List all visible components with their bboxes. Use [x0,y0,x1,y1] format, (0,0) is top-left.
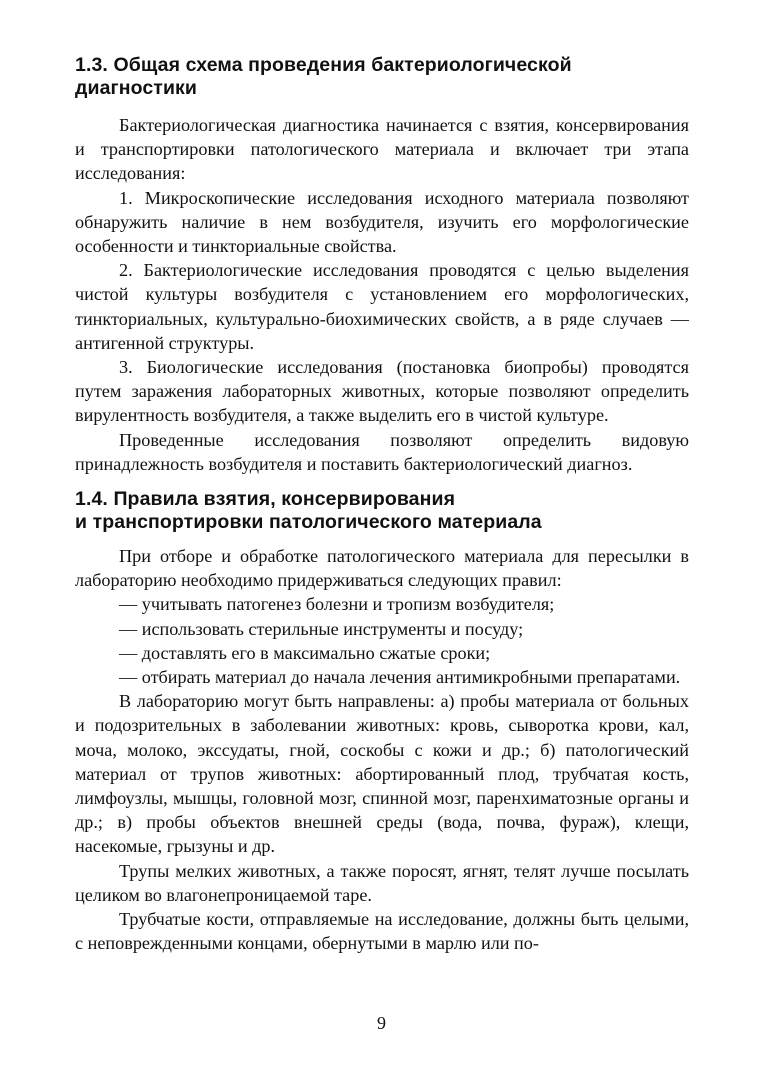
paragraph: Проведенные исследования позволяют определить видовую принадлежность возбудителя и поставить бактериологический диагноз. [75,429,689,474]
list-item: — доставлять его в максимально сжатые сроки; [119,642,491,663]
heading-line: и транспортировки патологического материала [75,511,542,534]
section-heading-1-4 [75,488,689,534]
heading-line: диагностики [75,77,197,99]
list-item: — использовать стерильные инструменты и посуду; [119,618,524,639]
heading-line: 1.4. Правила взятия, консервирования [75,488,456,511]
page-number: 9 [377,1013,386,1033]
section-heading-1-3 [75,54,689,100]
document-page [75,54,689,956]
paragraph: Бактериологическая диагностика начинается с взятия, консервирования и транспортировки патологического материала и включает три этапа исследования: [75,115,689,184]
list-item: — отбирать материал до начала лечения антимикробными препаратами. [119,667,681,688]
paragraph: Трубчатые кости, отправляемые на исследование, должны быть целыми, с неповрежденными концами, обернутыми в марлю или по- [75,909,689,954]
paragraph: При отборе и обработке патологического материала для пересылки в лабораторию необходимо придерживаться следующих правил: [75,546,689,591]
paragraph: Трупы мелких животных, а также поросят, ягнят, телят лучше посылать целиком во влагонепроницаемой таре. [75,860,689,905]
paragraph: 2. Бактериологические исследования проводятся с целью выделения чистой культуры возбудителя с установлением его морфологических, тинкториальных, культурально-биохимических свойств, а в ряде случаев — антигенной структуры. [75,260,689,353]
paragraph: В лабораторию могут быть направлены: а) пробы материала от больных и подозрительных в заболевании животных: кровь, сыворотка крови, кал, моча, молоко, экссудаты, гной, соскобы с кожи и др.; б) патологический материал от трупов животных: абортированный плод, трубчатая кость, лимфоузлы, мышцы, головной мозг, спинной мозг, паренхиматозные органы и др.; в) пробы объектов внешней среды (вода, почва, фураж), клещи, насекомые, грызуны и др. [75,691,689,857]
list-item: — учитывать патогенез болезни и тропизм возбудителя; [119,594,555,615]
paragraph: 1. Микроскопические исследования исходного материала позволяют обнаружить наличие в нем возбудителя, изучить его морфологические особенности и тинкториальные свойства. [75,187,689,257]
paragraph: 3. Биологические исследования (постановка биопробы) проводятся путем заражения лабораторных животных, которые позволяют определить вирулентность возбудителя, а также выделить его в чистой культуре. [75,357,689,426]
heading-line: 1.3. Общая схема проведения бактериологической [75,54,572,76]
